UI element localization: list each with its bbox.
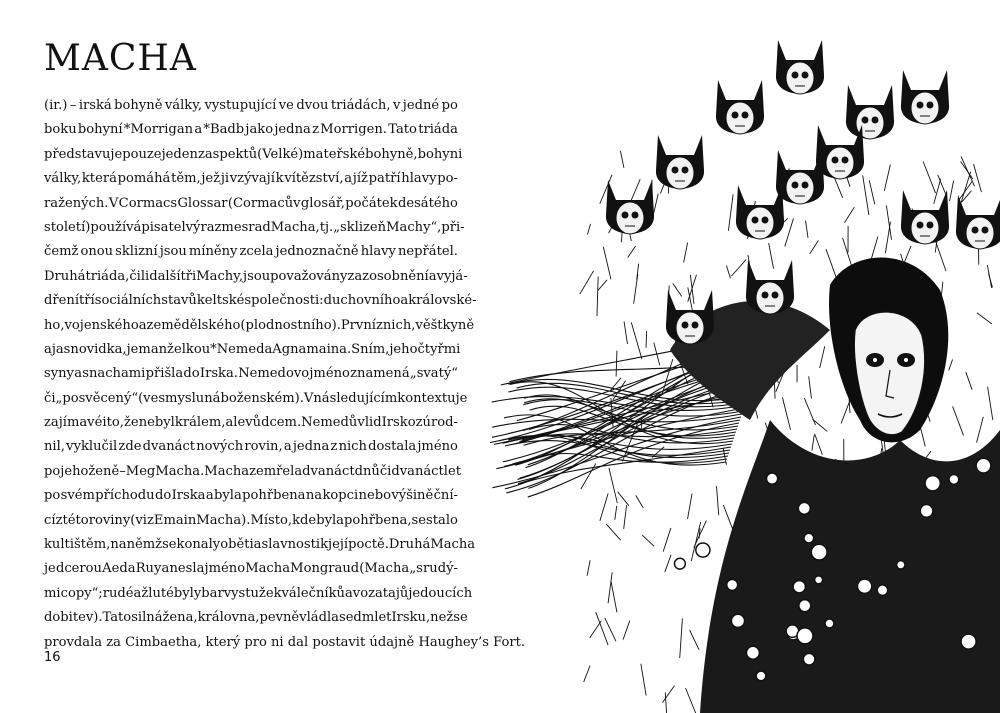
text-line: (ir.) – irská bohyně války, vystupující ve dvou triádách, v jedné po — [44, 98, 458, 113]
skull-icon — [716, 80, 764, 134]
text-line: či „posvěcený“ (ve smyslu náboženském). V následujícím kontextu je — [44, 390, 468, 406]
skull-icon — [606, 180, 654, 234]
skull-icon — [846, 85, 894, 139]
text-line: čemž onou sklizní jsou míněny zcela jednoznačně hlavy nepřátel. — [44, 244, 458, 260]
text-line: kultištěm, na němž se konaly oběti a slavnosti k její poctě. Druhá Macha — [44, 537, 476, 553]
text-line: představuje pouze jeden z aspektů (Velké) mateřské bohyně, bohyni — [44, 146, 463, 162]
entry-title: MACHA — [44, 38, 197, 79]
text-line: ho, vojenského a zemědělského (plodnostního). První z nich, věštkyně — [44, 317, 475, 333]
text-line: války, která pomáhá těm, jež ji vzývají k vítězství, a jíž patří hlavy po- — [44, 171, 458, 187]
skull-icon — [746, 260, 794, 314]
text-line: do bitev). Tato silná žena, královna, pevně vládla sedm let Irsku, než se — [44, 610, 468, 626]
skull-icon — [736, 185, 784, 239]
text-line: po jeho ženě – Meg Macha. Macha zemřela dvanáct dnů či dvanáct let — [44, 463, 461, 479]
text-line: boku bohyní *Morrigan a *Badb jako jedna z Morrigen. Tato triáda — [44, 122, 458, 138]
text-line: a jasnovidka, je manželkou *Nemeda Agnamaina. S ním, jeho čtyřmi — [44, 341, 461, 357]
text-line: zajímavé i to, že nebyl králem, ale vůdcem. Nemedův lid Irsko zúrod- — [44, 415, 458, 431]
text-line: provdala za Cimbaetha, který pro ni dal postavit údajně Haughey’s Fort. — [44, 634, 526, 650]
text-line: ražených. V Cormacs Glossar (Cormacův glosář, počátek desátého — [44, 195, 458, 211]
skull-icon — [656, 135, 704, 189]
text-line: po svém příchodu do Irska a byla pohřbena na kopci nebo výšině ční- — [44, 488, 458, 504]
ink-illustration — [470, 0, 1000, 713]
entry-body — [44, 94, 526, 655]
text-line: mi copy“; rudé a žluté byly barvy stužek válečníků a vozatajů jedoucích — [44, 585, 473, 601]
text-line: syny a snachami přišla do Irska. Nemedovo jméno znamená „svatý“ — [44, 366, 458, 382]
cloak-fill — [670, 301, 1000, 713]
text-line: je dcerou Aeda Ruy a nesla jméno Macha Mongraud (Macha „s rudý- — [44, 561, 458, 577]
text-line: nil, vyklučil zde dvanáct nových rovin, a jedna z nich dostala jméno — [44, 439, 458, 455]
skull-icon — [776, 40, 824, 94]
text-line: století) používá pisatel výraz mesrad Macha, tj. „sklizeň Machy“, při- — [44, 219, 465, 235]
text-line: dření tří sociálních stavů keltské společnosti: duchovního a královské- — [44, 293, 477, 309]
skull-icon — [956, 195, 1000, 249]
skull-icon — [901, 70, 949, 124]
page-number: 16 — [44, 650, 61, 665]
text-line: cí z této roviny (viz Emain Macha). Místo, kde byla pohřbena, se stalo — [44, 512, 458, 528]
woman-face-icon — [829, 258, 948, 443]
skull-icon — [901, 190, 949, 244]
text-line: Druhá triáda, čili další tři Machy, jsou považovány za zosobnění a vyjá- — [44, 268, 468, 284]
